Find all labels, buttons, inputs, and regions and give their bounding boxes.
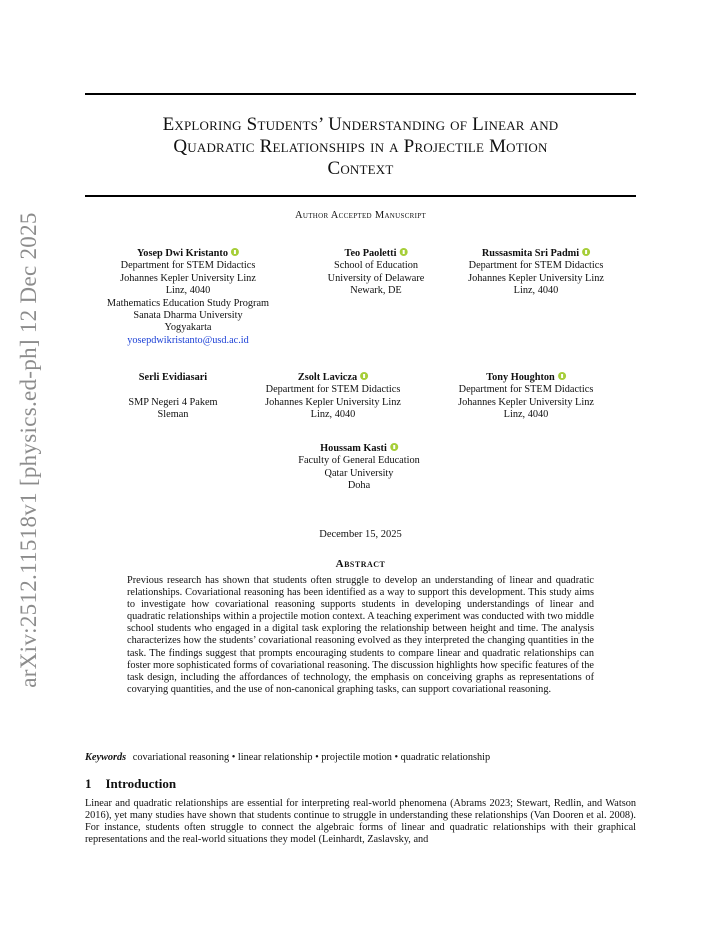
abstract-text: Previous research has shown that students often struggle to develop an understanding of linear and quadratic relationships. Covariational reasoning has been identified as a way to support this development. This study aims to investigate how covariational reasoning supports students in developing understandings of linear and quadratic relationships within a projectile motion context. A teaching experiment was conducted with two middle school students who engaged in a digital task exploring the relationship between height and time. The analysis characterizes how the students’ covariational reasoning evolved as they interpreted the changing quantities in the task. The findings suggest that prompts encouraging students to compare linear and quadratic relationships can foster more sophisticated forms of covariational reasoning. The discussion highlights how specific features of the task design, including the affordances of technology, the emphasis on conceiving graphs as representations of covarying quantities, and the use of non-canonical graphing tasks, can support covariational reasoning. (127, 575, 594, 695)
author-name: Russasmita Sri Padmi (481, 248, 580, 259)
section-title: Introduction (105, 776, 177, 791)
title-line: Exploring Students’ Understanding of Linear and (162, 114, 559, 135)
arxiv-identifier-stamp (9, 211, 49, 688)
author-affiliation-line: Sleman (157, 409, 189, 421)
author-name: Teo Paoletti (344, 248, 397, 259)
author-block (128, 372, 217, 422)
author-affiliation-line: Johannes Kepler University Linz (468, 272, 604, 284)
author-affiliation-line: Linz, 4040 (513, 285, 559, 297)
title-top-rule (85, 93, 636, 95)
author-affiliation-line: Sanata Dharma University (133, 310, 243, 322)
author-block (458, 372, 594, 422)
orcid-icon[interactable] (582, 248, 590, 256)
author-block (265, 372, 401, 422)
introduction-paragraph: Linear and quadratic relationships are essential for interpreting real-world phenomena (Abrams 2023; Stewart, Redlin, and Watson 2016), yet many studies have shown that students continue to struggle in understanding these relationships (Van Dooren et al. 2008). For instance, students often struggle to connect the algebraic forms of linear and quadratic relationships with their graphical representations and the real-world situations they model (Leinhardt, Zaslavsky, and (85, 798, 636, 846)
author-affiliation-line: Newark, DE (350, 285, 402, 297)
abstract-heading: Abstract (335, 558, 386, 570)
title-line: Quadratic Relationships in a Projectile Motion (173, 136, 548, 157)
paper-title (85, 114, 636, 180)
author-name: Zsolt Lavicza (297, 372, 358, 383)
author-affiliation-line: Department for STEM Didactics (120, 260, 256, 272)
author-name: Tony Houghton (486, 372, 555, 383)
author-affiliation-line: Mathematics Education Study Program (106, 297, 270, 309)
author-affiliation-line: Department for STEM Didactics (458, 384, 594, 396)
orcid-icon[interactable] (399, 248, 407, 256)
keywords-list: covariational reasoning • linear relationship • projectile motion • quadratic relationship (132, 752, 491, 763)
keywords-label: Keywords (85, 752, 127, 763)
author-affiliation-line (128, 384, 217, 396)
title-bottom-rule (85, 195, 636, 197)
author-affiliation-line: SMP Negeri 4 Pakem (128, 396, 218, 408)
author-affiliation-line: Linz, 4040 (310, 409, 356, 421)
author-block (298, 443, 420, 493)
author-affiliation-line: Linz, 4040 (503, 409, 549, 421)
author-name: Houssam Kasti (320, 443, 387, 454)
author-affiliation-line: Johannes Kepler University Linz (265, 396, 401, 408)
title-line: Context (327, 158, 394, 179)
arxiv-stamp-text: arXiv:2512.11518v1 [physics.ed-ph] 12 Dec 2025 (16, 211, 41, 688)
author-name: Serli Evidiasari (138, 372, 208, 383)
author-affiliation-line: Doha (347, 480, 371, 492)
orcid-icon[interactable] (231, 248, 239, 256)
author-email-link[interactable]: yosepdwikristanto@usd.ac.id (127, 334, 249, 346)
author-name: Yosep Dwi Kristanto (137, 248, 228, 259)
author-block (468, 248, 604, 298)
section-heading (85, 776, 636, 792)
manuscript-label: Author Accepted Manuscript (294, 210, 427, 221)
author-affiliation-line: University of Delaware (327, 272, 425, 284)
author-affiliation-line: Department for STEM Didactics (265, 384, 401, 396)
author-block (328, 248, 425, 298)
orcid-icon[interactable] (558, 372, 566, 380)
author-affiliation-line: Department for STEM Didactics (468, 260, 604, 272)
author-block (107, 248, 269, 347)
author-affiliation-line: Yogyakarta (164, 322, 212, 334)
author-affiliation-line: Qatar University (324, 467, 394, 479)
publication-date: December 15, 2025 (319, 529, 402, 540)
author-affiliation-line: School of Education (333, 260, 419, 272)
author-affiliation-line: Johannes Kepler University Linz (458, 396, 594, 408)
orcid-icon[interactable] (390, 443, 398, 451)
author-affiliation-line: Faculty of General Education (298, 455, 420, 467)
author-affiliation-line: Linz, 4040 (165, 285, 211, 297)
author-affiliation-line: Johannes Kepler University Linz (120, 272, 256, 284)
orcid-icon[interactable] (360, 372, 368, 380)
section-number: 1 (85, 776, 92, 791)
keywords-line (85, 752, 636, 763)
